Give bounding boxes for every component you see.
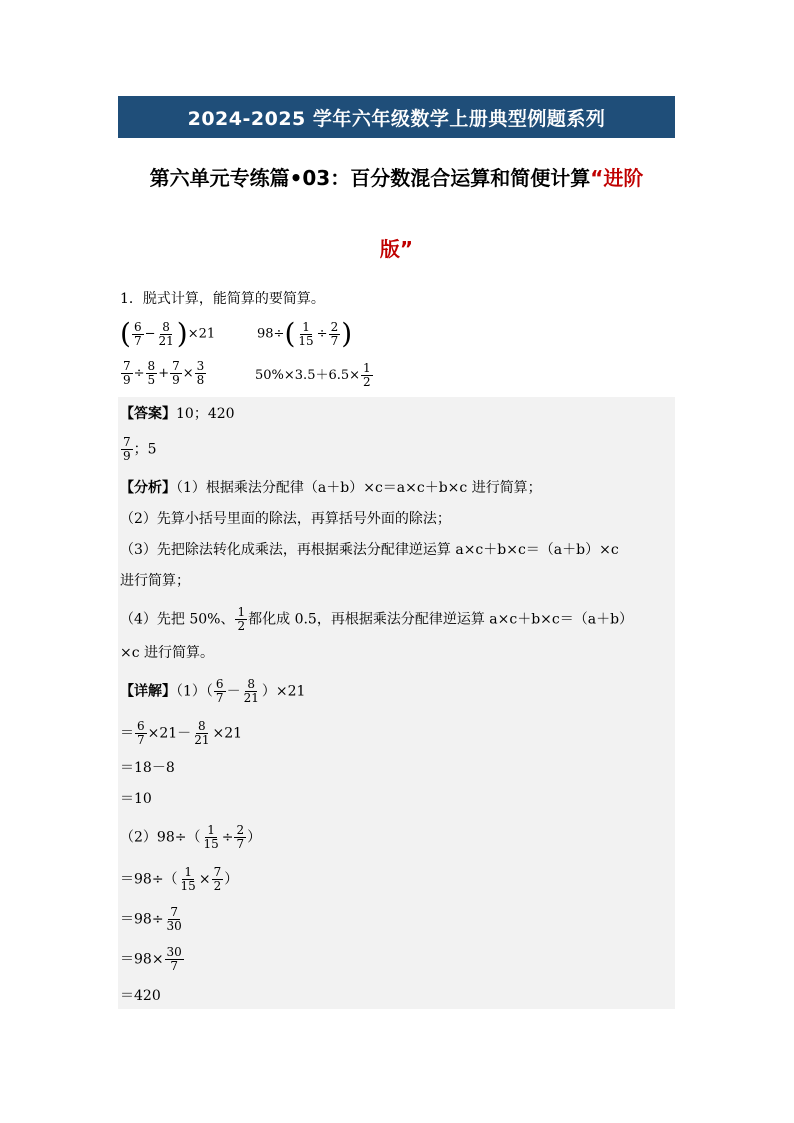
fraction	[165, 946, 184, 973]
analysis-text: 都化成 0.5，再根据乘法分配律逆运算 a×c＋b×c＝（a＋b）	[248, 611, 634, 628]
detail-line-9: ＝420	[120, 988, 161, 1004]
unit-title	[118, 162, 675, 191]
denominator: 7	[170, 959, 178, 973]
numerator: 1	[302, 319, 310, 334]
answer-line-1	[120, 404, 235, 424]
detail-text: ＝	[120, 725, 134, 742]
numerator: 6	[133, 319, 142, 334]
denominator: 2	[363, 375, 371, 389]
detail-text: （2）98÷（	[120, 829, 201, 846]
expression-tail: ×21	[187, 326, 216, 342]
numerator: 6	[137, 719, 145, 733]
denominator: 7	[215, 691, 224, 705]
unit-title-main: 第六单元专练篇•03：百分数混合运算和简便计算	[149, 166, 591, 190]
operator: −	[144, 326, 156, 342]
detail-line-3: ＝18－8	[120, 760, 175, 776]
detail-text: ）	[247, 829, 262, 846]
denominator: 2	[213, 879, 222, 893]
operator: ÷	[221, 829, 234, 846]
fraction	[214, 678, 226, 705]
fraction	[156, 321, 175, 348]
fraction	[242, 678, 261, 705]
operator: －	[226, 683, 241, 700]
numerator: 8	[147, 359, 156, 373]
fraction	[192, 720, 211, 747]
operator: ×	[182, 366, 194, 381]
analysis-line-4: 进行简算；	[120, 573, 190, 589]
denominator: 7	[133, 333, 142, 348]
analysis-text: （4）先把 50%、	[120, 611, 235, 628]
detail-line-8	[120, 946, 185, 973]
denominator: 9	[123, 373, 131, 387]
numerator: 8	[247, 677, 256, 691]
analysis-line-6: ×c 进行简算。	[120, 645, 215, 661]
numerator: 1	[363, 361, 371, 375]
operator: ÷	[316, 326, 328, 342]
analysis-text: （1）根据乘法分配律（a＋b）×c＝a×c＋b×c 进行简算；	[176, 480, 542, 496]
numerator: 7	[172, 359, 180, 373]
expression-1	[120, 317, 216, 350]
numerator: 1	[207, 823, 215, 837]
analysis-label: 【分析】	[120, 480, 176, 496]
denominator: 7	[330, 333, 339, 348]
fraction	[234, 824, 246, 851]
detail-line-5	[120, 824, 261, 851]
denominator: 5	[147, 373, 156, 387]
operator: +	[158, 366, 170, 381]
fraction	[170, 360, 182, 387]
unit-title-quote-close: 版”	[379, 237, 414, 261]
expression-3	[120, 360, 207, 387]
denominator: 9	[123, 449, 131, 463]
fraction	[329, 321, 341, 348]
numerator: 1	[184, 865, 192, 879]
denominator: 15	[298, 333, 314, 348]
denominator: 30	[166, 919, 182, 933]
paren-open: (	[120, 317, 131, 350]
fraction	[135, 720, 147, 747]
fraction	[195, 360, 207, 387]
numerator: 6	[215, 677, 224, 691]
fraction	[132, 321, 144, 348]
numerator: 1	[237, 605, 246, 619]
fraction	[201, 824, 220, 851]
expression-head: 98÷	[257, 326, 285, 342]
unit-title-quote-open: “进阶	[590, 166, 644, 190]
denominator: 2	[237, 619, 246, 633]
expression-4	[255, 362, 374, 389]
numerator: 30	[166, 945, 182, 959]
fraction	[121, 360, 133, 387]
paren-close: )	[176, 317, 188, 350]
numerator: 7	[170, 905, 178, 919]
detail-text: ＝98÷（	[120, 871, 178, 888]
operator: ×	[198, 871, 211, 888]
analysis-line-5	[120, 606, 633, 633]
fraction	[212, 866, 224, 893]
numerator: 8	[198, 719, 206, 733]
answer-values: ；5	[133, 441, 157, 458]
unit-title-continued	[118, 233, 675, 262]
answer-line-2	[120, 436, 157, 463]
detail-text: ×21	[212, 725, 243, 742]
detail-line-6	[120, 866, 238, 893]
fraction	[296, 321, 315, 348]
detail-line-2	[120, 720, 242, 747]
denominator: 7	[137, 733, 145, 747]
detail-text: ）	[224, 871, 239, 888]
fraction	[146, 360, 158, 387]
operator: ÷	[133, 366, 145, 381]
fraction	[235, 606, 247, 633]
detail-line-4: ＝10	[120, 791, 152, 807]
denominator: 21	[158, 333, 174, 348]
fraction	[165, 906, 184, 933]
expression-2	[257, 317, 353, 350]
answer-values: 10；420	[176, 406, 235, 422]
analysis-line-2: （2）先算小括号里面的除法，再算括号外面的除法；	[120, 511, 451, 527]
detail-text: ）×21	[261, 683, 306, 700]
detail-text: ＝98÷	[120, 911, 164, 928]
denominator: 8	[196, 373, 205, 387]
denominator: 15	[203, 837, 219, 851]
numerator: 7	[213, 865, 222, 879]
answer-label: 【答案】	[120, 406, 176, 422]
numerator: 3	[196, 359, 205, 373]
detail-text: ＝98×	[120, 951, 164, 968]
fraction	[121, 436, 133, 463]
numerator: 2	[236, 823, 245, 837]
detail-text: （1）（	[176, 683, 213, 700]
detail-line-7	[120, 906, 185, 933]
denominator: 7	[236, 837, 245, 851]
paren-close: )	[341, 317, 353, 350]
denominator: 9	[172, 373, 180, 387]
fraction	[361, 362, 373, 389]
analysis-line-1	[120, 478, 542, 498]
detail-line-1	[120, 678, 305, 705]
expression-head: 50%×3.5＋6.5×	[255, 368, 361, 383]
series-banner: 2024-2025 学年六年级数学上册典型例题系列	[118, 96, 675, 138]
numerator: 2	[330, 319, 339, 334]
fraction	[179, 866, 198, 893]
denominator: 21	[243, 691, 259, 705]
numerator: 8	[162, 319, 170, 334]
question-prompt: 1．脱式计算，能简算的要简算。	[120, 291, 325, 307]
denominator: 21	[194, 733, 210, 747]
numerator: 7	[123, 359, 131, 373]
numerator: 7	[123, 435, 131, 449]
detail-label: 【详解】	[120, 683, 176, 700]
detail-text: ×21－	[147, 725, 192, 742]
analysis-line-3: （3）先把除法转化成乘法，再根据乘法分配律逆运算 a×c＋b×c＝（a＋b）×c	[120, 542, 619, 558]
paren-open: (	[284, 317, 296, 350]
denominator: 15	[180, 879, 196, 893]
